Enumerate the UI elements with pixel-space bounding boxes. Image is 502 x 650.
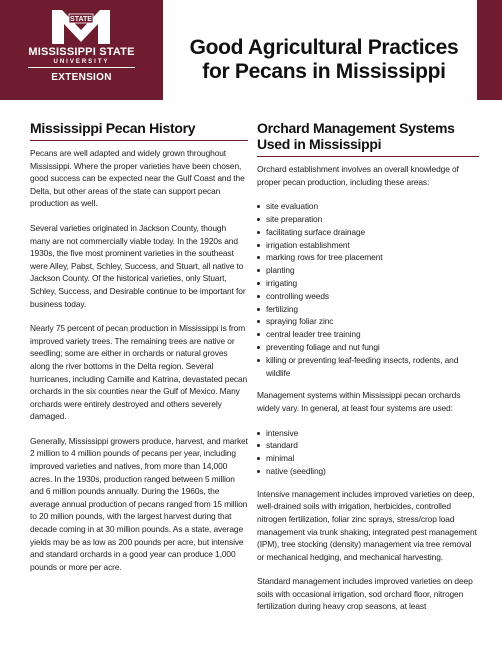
list-item: spraying foliar zinc (257, 315, 479, 328)
logo-badge-text: STATE (70, 16, 92, 24)
list-item: intensive (257, 427, 479, 440)
history-paragraph: Pecans are well adapted and widely grown throughout Mississippi. Where the proper varieties have been chosen, good success can be expected near the Gulf Coast and the Delta, but other areas of the state can support pecan production as well. (30, 148, 245, 209)
list-item: fertilizing (257, 303, 479, 316)
logo-university-label: UNIVERSITY (53, 59, 110, 65)
list-item: central leader tree training (257, 328, 479, 341)
logo-divider (28, 67, 135, 68)
systems-intro: Management systems within Mississippi pecan orchards widely vary. In general, at least four systems are used: (257, 390, 461, 413)
section-heading-history: Mississippi Pecan History (30, 120, 196, 136)
title-line-1: Good Agricultural Practices (189, 36, 459, 59)
right-column (257, 120, 479, 625)
extension-logo (0, 0, 163, 100)
management-intro: Orchard establishment involves an overall knowledge of proper pecan production, including these areas: (257, 164, 459, 187)
standard-management-paragraph: Standard management includes improved varieties on deep soils with occasional irrigation, sod orchard floor, nitrogen fertilization during heavy crop seasons, at least (257, 576, 473, 612)
list-item: native (seedling) (257, 465, 479, 478)
logo-university-name: MISSISSIPPI STATE (28, 46, 135, 58)
list-item: preventing foliage and nut fungi (257, 341, 479, 354)
title-line-2: for Pecans in Mississippi (202, 60, 446, 83)
list-item: irrigation establishment (257, 239, 479, 252)
list-item: facilitating surface drainage (257, 226, 479, 239)
list-item: planting (257, 264, 479, 277)
heading-divider (30, 140, 248, 141)
document-title (176, 36, 472, 84)
left-column (30, 120, 248, 585)
list-item: standard (257, 439, 479, 452)
management-systems-list (257, 427, 479, 478)
list-item: minimal (257, 452, 479, 465)
intensive-management-paragraph: Intensive management includes improved varieties on deep, well-drained soils with irrigation, herbicides, controlled nitrogen fertilization, foliar zinc sprays, stress/crop load management via trunk shaking, integrated pest management (IPM), tree stocking (density) management via tree removal or mechanical hedging, and mechanical harvesting. (257, 488, 477, 562)
establishment-areas-list (257, 200, 479, 379)
list-item: irrigating (257, 277, 479, 290)
list-item: site evaluation (257, 200, 479, 213)
list-item: site preparation (257, 213, 479, 226)
heading-divider (257, 156, 479, 157)
history-paragraph: Generally, Mississippi growers produce, harvest, and market 2 million to 4 million pounds of pecans per year, including improved varieties and natives, from more than 14,000 acres. In the 1930s, production ranged between 5 million and 6 million pounds annually. During the 1960s, the average annual production of pecans ranged from 15 million to 20 million pounds, with the largest harvest during that decade coming in at 30 million pounds. As a state, average yields may be as low as 200 pounds per acre, but intensive and standard orchards in a good year can produce 1,000 pounds or more per acre. (30, 435, 248, 572)
list-item: marking rows for tree placement (257, 251, 479, 264)
logo-extension-label: EXTENSION (51, 72, 112, 83)
history-paragraph: Nearly 75 percent of pecan production in Mississippi is from improved variety trees. The remaining trees are native or seedling; some are either in orchards or natural groves along the river bottoms in the Delta region. Several hurricanes, including Camille and Katrina, devastated pecan orchards in the six counties near the Gulf of Mexico. Many orchards were entirely destroyed and others severely damaged. (30, 323, 248, 422)
msu-m-logo-icon (50, 8, 112, 46)
heading-line-1: Orchard Management Systems (257, 120, 455, 136)
header-accent-bar (477, 0, 502, 100)
list-item: controlling weeds (257, 290, 479, 303)
list-item: killing or preventing leaf-feeding insects, rodents, and wildlife (257, 354, 479, 380)
history-paragraph: Several varieties originated in Jackson County, though many are not commercially viable today. In the 1920s and 1930s, the five most prominent varieties in the southeast were Alley, Pabst, Schley, Success, and Stuart, all native to Jackson County. Of the historical varieties, only Stuart, Schley, Success, and Desirable continue to be important for business today. (30, 222, 246, 309)
heading-line-2: Used in Mississippi (257, 136, 382, 152)
section-heading-management (257, 120, 479, 152)
